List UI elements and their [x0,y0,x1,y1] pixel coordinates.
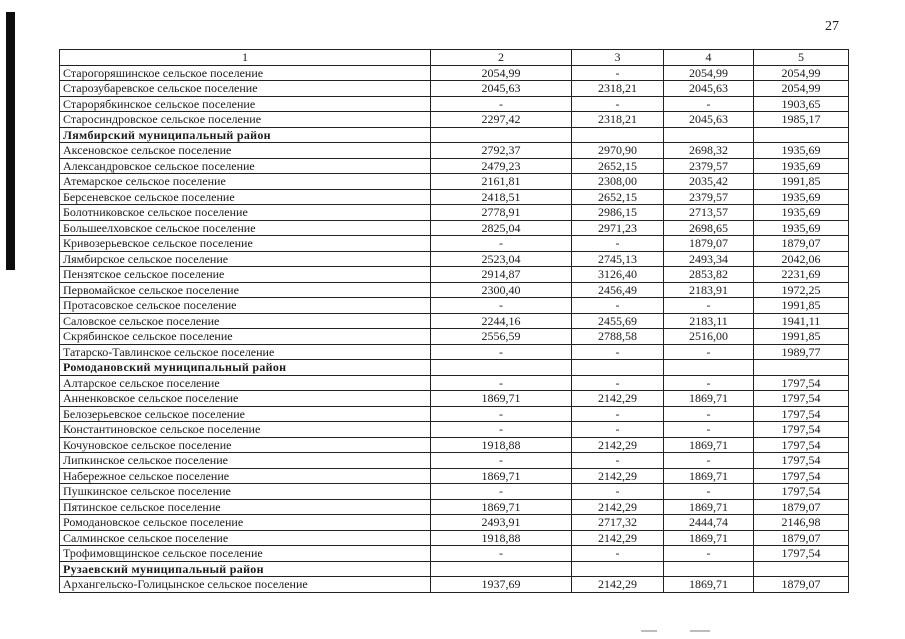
value-cell-col4: 2054,99 [664,65,754,81]
value-cell-col3: 3126,40 [572,267,664,283]
value-cell-col4: 2035,42 [664,174,754,190]
value-cell-col5: 2054,99 [754,65,849,81]
table-row [60,546,849,562]
table-row [60,65,849,81]
value-cell-col5: 1797,54 [754,468,849,484]
value-cell-col5 [754,127,849,143]
table-row [60,484,849,500]
scan-mark-left [641,630,657,632]
settlement-name-cell: Атемарское сельское поселение [60,174,431,190]
value-cell-col2: - [431,236,572,252]
value-cell-col2: 2792,37 [431,143,572,159]
value-cell-col3: 2142,29 [572,391,664,407]
value-cell-col5: 1797,54 [754,437,849,453]
value-cell-col2: - [431,453,572,469]
column-header: 3 [572,50,664,66]
value-cell-col5: 1879,07 [754,236,849,252]
table-row [60,313,849,329]
value-cell-col4: 1879,07 [664,236,754,252]
value-cell-col3: - [572,546,664,562]
column-header: 2 [431,50,572,66]
value-cell-col5: 1879,07 [754,530,849,546]
value-cell-col3: - [572,65,664,81]
settlement-name-cell: Первомайское сельское поселение [60,282,431,298]
table-row [60,143,849,159]
table-row [60,112,849,128]
settlement-name-cell: Старорябкинское сельское поселение [60,96,431,112]
value-cell-col3 [572,561,664,577]
column-header: 5 [754,50,849,66]
table-row [60,174,849,190]
district-section-row [60,360,849,376]
value-cell-col3: 2142,29 [572,437,664,453]
value-cell-col4: 2698,32 [664,143,754,159]
page-number: 27 [825,19,839,34]
table-row [60,344,849,360]
value-cell-col5: 1991,85 [754,298,849,314]
value-cell-col4: 2183,11 [664,313,754,329]
value-cell-col3: - [572,298,664,314]
value-cell-col2: 2825,04 [431,220,572,236]
value-cell-col4: - [664,453,754,469]
table-row [60,267,849,283]
value-cell-col2: 2418,51 [431,189,572,205]
district-name-cell: Лямбирский муниципальный район [60,127,431,143]
value-cell-col4: - [664,375,754,391]
table-row [60,391,849,407]
settlement-name-cell: Кривозерьевское сельское поселение [60,236,431,252]
value-cell-col2: - [431,96,572,112]
value-cell-col4: 2444,74 [664,515,754,531]
value-cell-col4: 2379,57 [664,189,754,205]
value-cell-col2: 2054,99 [431,65,572,81]
value-cell-col2: - [431,484,572,500]
value-cell-col2: - [431,298,572,314]
value-cell-col3: - [572,406,664,422]
value-cell-col4 [664,360,754,376]
table-row [60,453,849,469]
table-row [60,220,849,236]
value-cell-col5: 1935,69 [754,189,849,205]
value-cell-col2: 2914,87 [431,267,572,283]
value-cell-col2: 2479,23 [431,158,572,174]
value-cell-col4: - [664,406,754,422]
table-row [60,530,849,546]
value-cell-col5: 1935,69 [754,158,849,174]
value-cell-col3: - [572,236,664,252]
table-row [60,375,849,391]
district-name-cell: Рузаевский муниципальный район [60,561,431,577]
value-cell-col4: 1869,71 [664,468,754,484]
value-cell-col2: 2493,91 [431,515,572,531]
value-cell-col2: 2244,16 [431,313,572,329]
value-cell-col5: 1797,54 [754,422,849,438]
value-cell-col2: 2778,91 [431,205,572,221]
settlement-name-cell: Белозерьевское сельское поселение [60,406,431,422]
value-cell-col2: 2300,40 [431,282,572,298]
value-cell-col5: 1941,11 [754,313,849,329]
value-cell-col2: 1937,69 [431,577,572,593]
value-cell-col3: 2308,00 [572,174,664,190]
settlement-name-cell: Пензятское сельское поселение [60,267,431,283]
settlement-name-cell: Берсеневское сельское поселение [60,189,431,205]
table-row [60,282,849,298]
value-cell-col4: 2045,63 [664,112,754,128]
value-cell-col5: 2042,06 [754,251,849,267]
settlement-name-cell: Скрябинское сельское поселение [60,329,431,345]
value-cell-col4: - [664,422,754,438]
value-cell-col5: 1991,85 [754,329,849,345]
value-cell-col4: 2853,82 [664,267,754,283]
value-cell-col4: 2516,00 [664,329,754,345]
settlement-name-cell: Салминское сельское поселение [60,530,431,546]
settlement-name-cell: Алтарское сельское поселение [60,375,431,391]
table-row [60,422,849,438]
value-cell-col3: 2788,58 [572,329,664,345]
value-cell-col5: 1797,54 [754,391,849,407]
value-cell-col4: - [664,484,754,500]
value-cell-col4: - [664,546,754,562]
value-cell-col3: 2970,90 [572,143,664,159]
value-cell-col5: 1797,54 [754,453,849,469]
table-row [60,437,849,453]
settlement-name-cell: Татарско-Тавлинское сельское поселение [60,344,431,360]
column-header: 4 [664,50,754,66]
settlements-table [59,49,849,593]
value-cell-col4: 1869,71 [664,577,754,593]
value-cell-col4 [664,127,754,143]
value-cell-col3: - [572,96,664,112]
value-cell-col4: 2698,65 [664,220,754,236]
column-header: 1 [60,50,431,66]
value-cell-col3 [572,127,664,143]
settlement-name-cell: Большеелховское сельское поселение [60,220,431,236]
settlement-name-cell: Старозубаревское сельское поселение [60,81,431,97]
value-cell-col2 [431,561,572,577]
value-cell-col5: 1879,07 [754,577,849,593]
table-body [60,65,849,592]
value-cell-col2 [431,127,572,143]
table-row [60,158,849,174]
settlement-name-cell: Пушкинское сельское поселение [60,484,431,500]
value-cell-col5: 1935,69 [754,205,849,221]
value-cell-col4: - [664,298,754,314]
value-cell-col4: 2379,57 [664,158,754,174]
settlement-name-cell: Трофимовщинское сельское поселение [60,546,431,562]
settlement-name-cell: Лямбирское сельское поселение [60,251,431,267]
value-cell-col5: 1797,54 [754,375,849,391]
value-cell-col5: 1879,07 [754,499,849,515]
value-cell-col4 [664,561,754,577]
value-cell-col2: 2161,81 [431,174,572,190]
value-cell-col2: 1869,71 [431,499,572,515]
table-row [60,499,849,515]
value-cell-col4: 1869,71 [664,499,754,515]
settlement-name-cell: Набережное сельское поселение [60,468,431,484]
settlement-name-cell: Архангельско-Голицынское сельское поселение [60,577,431,593]
value-cell-col2: - [431,546,572,562]
value-cell-col4: 1869,71 [664,391,754,407]
table-row [60,96,849,112]
value-cell-col4: - [664,344,754,360]
value-cell-col2: - [431,406,572,422]
settlement-name-cell: Константиновское сельское поселение [60,422,431,438]
value-cell-col4: 2713,57 [664,205,754,221]
table-row [60,577,849,593]
table-row [60,298,849,314]
settlement-name-cell: Анненковское сельское поселение [60,391,431,407]
table-row [60,251,849,267]
value-cell-col2: 2523,04 [431,251,572,267]
value-cell-col2: 2045,63 [431,81,572,97]
value-cell-col3: 2971,23 [572,220,664,236]
value-cell-col2: - [431,375,572,391]
value-cell-col5: 1972,25 [754,282,849,298]
value-cell-col5: 2054,99 [754,81,849,97]
scan-edge-bar [6,12,15,270]
value-cell-col4: 2493,34 [664,251,754,267]
column-number-row [60,50,849,66]
value-cell-col5: 1935,69 [754,143,849,159]
value-cell-col3: 2986,15 [572,205,664,221]
table-row [60,406,849,422]
value-cell-col3: 2717,32 [572,515,664,531]
table-row [60,329,849,345]
value-cell-col5: 1903,65 [754,96,849,112]
value-cell-col3: 2652,15 [572,189,664,205]
value-cell-col4: 2045,63 [664,81,754,97]
settlement-name-cell: Саловское сельское поселение [60,313,431,329]
value-cell-col3: 2456,49 [572,282,664,298]
settlement-name-cell: Пятинское сельское поселение [60,499,431,515]
district-section-row [60,561,849,577]
value-cell-col2: 2297,42 [431,112,572,128]
value-cell-col3: - [572,375,664,391]
value-cell-col3: - [572,422,664,438]
value-cell-col2: - [431,344,572,360]
table-row [60,515,849,531]
value-cell-col5 [754,360,849,376]
value-cell-col2 [431,360,572,376]
value-cell-col3: - [572,344,664,360]
settlement-name-cell: Протасовское сельское поселение [60,298,431,314]
table-row [60,468,849,484]
district-section-row [60,127,849,143]
value-cell-col3: 2142,29 [572,499,664,515]
value-cell-col4: - [664,96,754,112]
value-cell-col5: 1797,54 [754,546,849,562]
value-cell-col5 [754,561,849,577]
value-cell-col5: 1935,69 [754,220,849,236]
table-row [60,81,849,97]
value-cell-col5: 1797,54 [754,406,849,422]
value-cell-col2: 1918,88 [431,437,572,453]
table-row [60,189,849,205]
settlement-name-cell: Болотниковское сельское поселение [60,205,431,221]
value-cell-col3: 2142,29 [572,577,664,593]
value-cell-col3: - [572,484,664,500]
settlement-name-cell: Кочуновское сельское поселение [60,437,431,453]
value-cell-col4: 1869,71 [664,530,754,546]
value-cell-col2: - [431,422,572,438]
settlement-name-cell: Аксеновское сельское поселение [60,143,431,159]
value-cell-col3: - [572,453,664,469]
value-cell-col3: 2652,15 [572,158,664,174]
settlement-name-cell: Старогоряшинское сельское поселение [60,65,431,81]
value-cell-col3: 2745,13 [572,251,664,267]
value-cell-col5: 2231,69 [754,267,849,283]
value-cell-col5: 1985,17 [754,112,849,128]
scan-mark-right [690,630,710,632]
value-cell-col2: 1918,88 [431,530,572,546]
district-name-cell: Ромодановский муниципальный район [60,360,431,376]
value-cell-col5: 2146,98 [754,515,849,531]
value-cell-col4: 2183,91 [664,282,754,298]
table-row [60,236,849,252]
value-cell-col2: 2556,59 [431,329,572,345]
value-cell-col3: 2142,29 [572,468,664,484]
value-cell-col3: 2318,21 [572,81,664,97]
value-cell-col2: 1869,71 [431,468,572,484]
value-cell-col2: 1869,71 [431,391,572,407]
value-cell-col5: 1991,85 [754,174,849,190]
settlement-name-cell: Александровское сельское поселение [60,158,431,174]
table-row [60,205,849,221]
value-cell-col3: 2142,29 [572,530,664,546]
value-cell-col5: 1797,54 [754,484,849,500]
settlement-name-cell: Ромодановское сельское поселение [60,515,431,531]
value-cell-col4: 1869,71 [664,437,754,453]
value-cell-col3 [572,360,664,376]
value-cell-col5: 1989,77 [754,344,849,360]
settlement-name-cell: Старосиндровское сельское поселение [60,112,431,128]
settlement-name-cell: Липкинское сельское поселение [60,453,431,469]
value-cell-col3: 2318,21 [572,112,664,128]
value-cell-col3: 2455,69 [572,313,664,329]
